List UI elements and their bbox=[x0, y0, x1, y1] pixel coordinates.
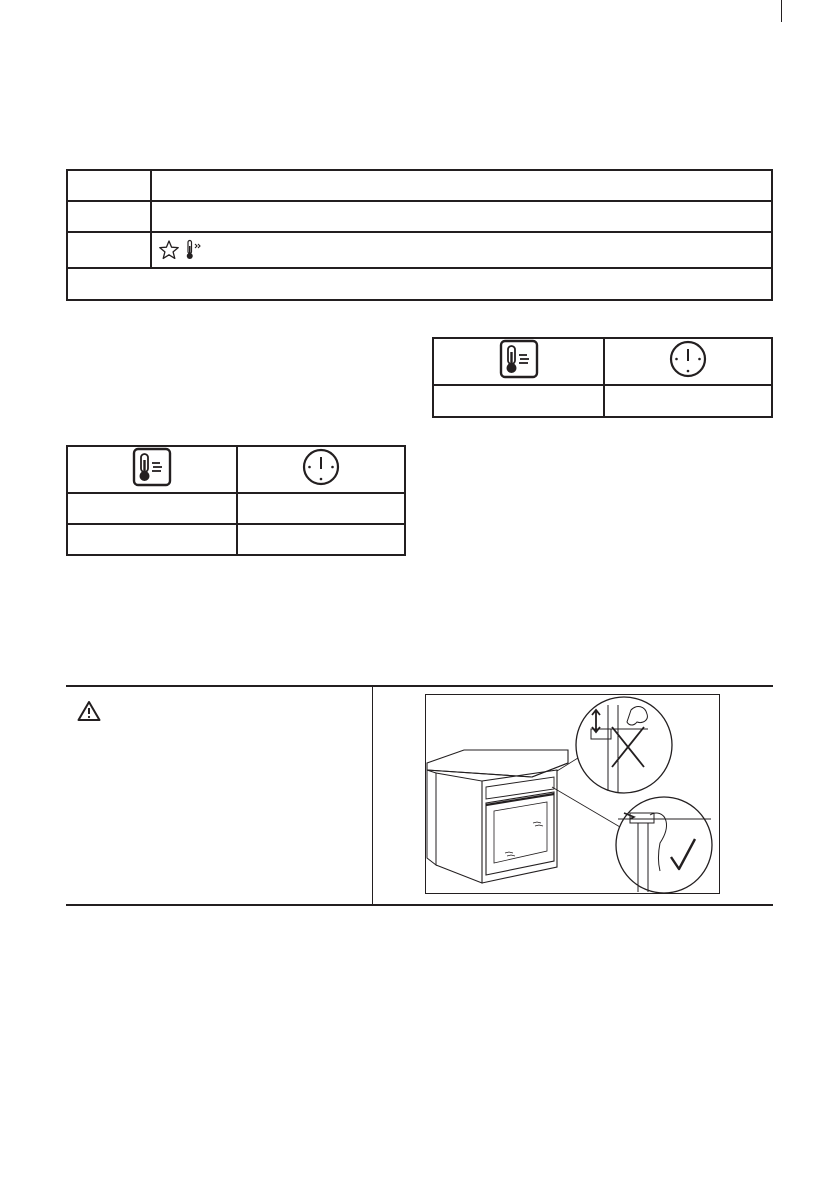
table-row bbox=[67, 268, 772, 300]
description-cell bbox=[151, 232, 772, 268]
table-header-row bbox=[433, 338, 772, 385]
warning-box bbox=[66, 685, 773, 906]
table-cell bbox=[237, 493, 405, 524]
food-thermometer-icon bbox=[499, 339, 539, 379]
header-cell bbox=[237, 446, 405, 493]
clock-icon bbox=[668, 339, 708, 379]
table-cell bbox=[67, 493, 237, 524]
clock-icon bbox=[301, 447, 341, 487]
core-temperature-table-left bbox=[66, 445, 406, 556]
table-header-row bbox=[67, 446, 405, 493]
correct-handling-detail bbox=[616, 797, 712, 893]
core-temperature-table-right bbox=[432, 337, 773, 418]
description-cell bbox=[151, 201, 772, 232]
symbol-cell bbox=[67, 201, 151, 232]
symbol-cell bbox=[67, 170, 151, 201]
table-row bbox=[67, 232, 772, 268]
thermometer-heat-icon bbox=[184, 239, 208, 261]
table-cell bbox=[67, 524, 237, 555]
page-corner-mark bbox=[781, 0, 782, 22]
oven-door-illustration bbox=[425, 694, 720, 894]
table-row bbox=[433, 385, 772, 417]
warning-triangle-icon bbox=[77, 700, 101, 722]
table-row bbox=[67, 201, 772, 232]
symbol-table bbox=[66, 169, 773, 301]
food-thermometer-icon bbox=[132, 447, 172, 487]
oven-drawing bbox=[426, 695, 719, 893]
table-row bbox=[67, 170, 772, 201]
table-row bbox=[67, 524, 405, 555]
header-cell bbox=[67, 446, 237, 493]
header-cell bbox=[433, 338, 604, 385]
star-icon bbox=[158, 239, 180, 261]
table-row bbox=[67, 493, 405, 524]
note-cell bbox=[67, 268, 772, 300]
table-cell bbox=[237, 524, 405, 555]
oven-icon bbox=[427, 750, 568, 883]
column-divider bbox=[372, 687, 373, 904]
description-cell bbox=[151, 170, 772, 201]
table-cell bbox=[604, 385, 772, 417]
table-cell bbox=[433, 385, 604, 417]
symbol-cell bbox=[67, 232, 151, 268]
header-cell bbox=[604, 338, 772, 385]
wrong-handling-detail bbox=[576, 697, 672, 793]
